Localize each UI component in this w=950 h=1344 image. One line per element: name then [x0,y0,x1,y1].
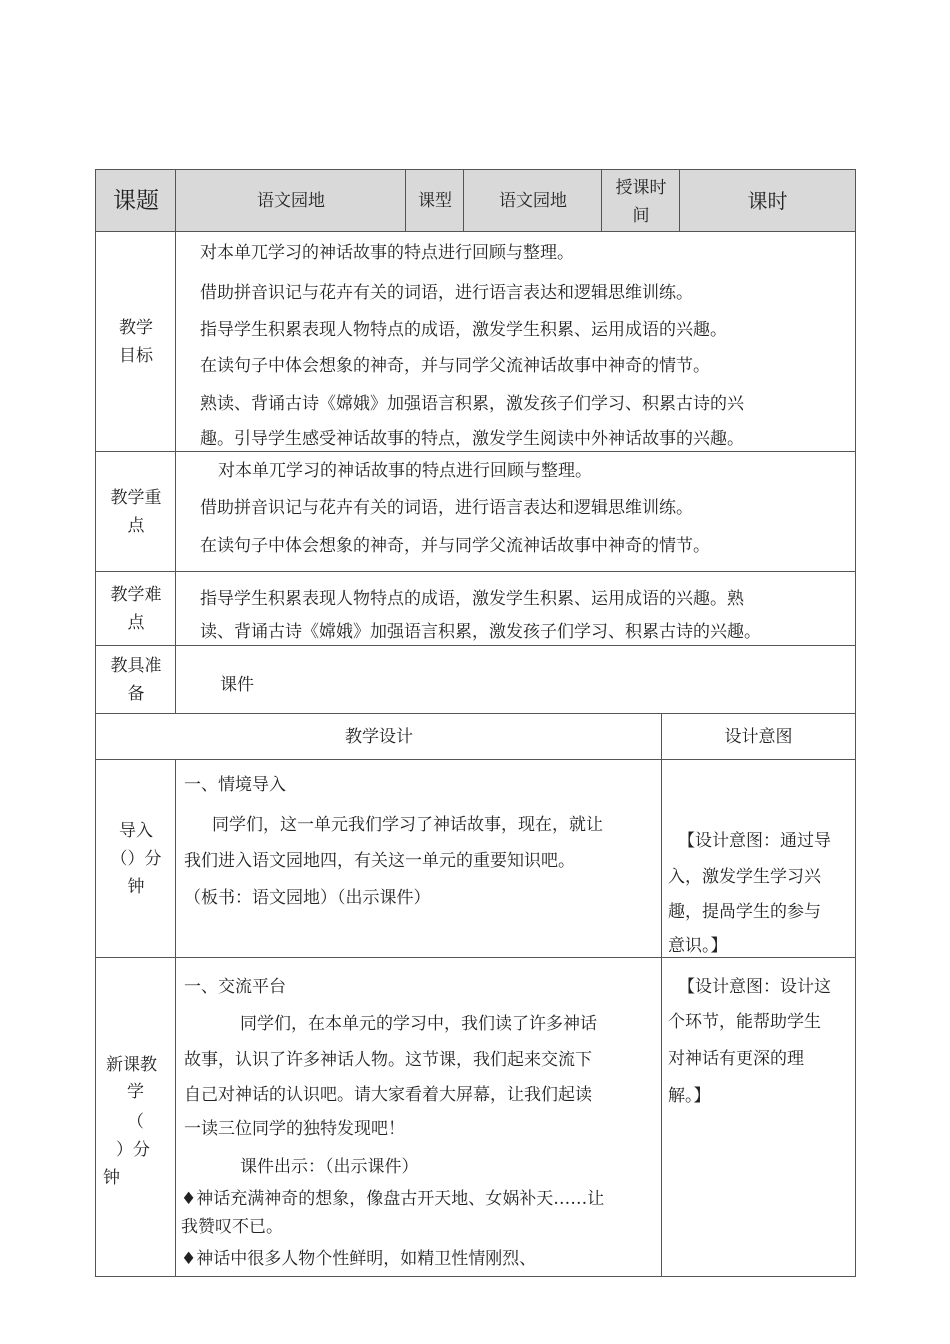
period-label: 课时 [747,189,788,213]
new-lesson-line: 一读三位同学的独特发现吧！ [184,1119,405,1139]
intro-line: （板书：语文园地）（出示课件） [184,888,431,908]
materials-label-line-1: 教具准 [110,656,162,676]
intro-line: 我们进入语文园地四，有关这一单元的重要知识吧。 [184,851,575,871]
intro-intent-line: 【设计意图：通过导 [678,831,831,851]
intro-intent-line: 入，激发学生学习兴 [668,867,821,887]
materials-label-line-2: 备 [127,684,145,704]
time-label-cell [602,170,680,232]
design-header-label: 教学设计 [345,727,413,747]
intent-header [662,714,855,760]
difficulty-line: 指导学生积累表现人物特点的成语，激发学生积累、运用成语的兴趣。熟 [200,589,744,609]
new-lesson-line: 故事，认识了许多神话人物。这节课，我们起来交流下 [184,1050,592,1070]
goal-line: 借助拼音识记与花卉有关的词语，进行语言表达和逻辑思维训练。 [200,283,693,303]
goal-line: 熟读、背诵古诗《嫦娥》加强语言积累，激发孩子们学习、积累古诗的兴 [200,394,744,414]
difficulties-label-line-1: 教学难 [110,585,162,605]
new-lesson-label-line-4: ）分 [116,1140,150,1160]
topic-label: 课题 [113,188,159,214]
new-lesson-intent-line: 【设计意图：设计这 [678,977,831,997]
intro-heading: 一、情境导入 [184,775,286,795]
key-points-label-line-2: 点 [127,516,145,536]
new-lesson-intent-line: 解。】 [668,1086,711,1106]
intro-intent-line: 趣，提咼学生的参与 [668,902,821,922]
difficulty-line: 读、背诵古诗《嫦娥》加强语言积累，激发孩子们学习、积累古诗的兴趣。 [200,622,761,642]
period-label-cell [680,170,855,232]
intent-header-label: 设计意图 [724,727,793,747]
time-label-line-2: 间 [632,206,650,226]
new-lesson-intent-line: 个环节，能帮助学生 [668,1012,821,1032]
intro-line: 同学们，这一单元我们学习了神话故事，现在，就让 [212,815,603,835]
key-points-label [96,452,176,572]
goals-label [96,232,176,452]
new-lesson-line: 课件出示：（出示课件） [240,1157,419,1177]
intro-label-line-3: 钟 [127,877,145,897]
new-lesson-label-line-3: （ [127,1112,144,1132]
new-lesson-label-line-2: 学 [127,1082,144,1102]
topic-label-cell [96,170,176,232]
design-header [96,714,662,760]
goal-line: 趣。引导学生感受神话故事的特点，激发学生阅读中外神话故事的兴趣。 [200,429,744,449]
intro-label [96,760,176,958]
new-lesson-line: ♦神话充满神奇的想象，像盘古开天地、女娲补天……让 [181,1189,605,1209]
new-lesson-heading: 一、交流平台 [184,977,286,997]
difficulties-label [96,572,176,646]
type-label-cell [406,170,464,232]
key-points-label-line-1: 教学重 [110,488,162,508]
type-label: 课型 [418,191,452,211]
intro-label-line-2: （）分 [110,849,162,869]
topic-value: 语文园地 [257,191,325,211]
new-lesson-intent-line: 对神话有更深的理 [668,1049,804,1069]
goals-label-line-2: 目标 [119,346,153,366]
goals-label-line-1: 教学 [119,318,153,338]
key-point-line: 对本单兀学习的神话故事的特点进行回顾与整理。 [218,461,592,481]
key-point-line: 借助拼音识记与花卉有关的词语，进行语言表达和逻辑思维训练。 [200,498,693,518]
new-lesson-line: ♦神话中很多人物个性鲜明，如精卫性情刚烈、 [181,1249,537,1269]
materials-value: 课件 [220,675,254,695]
new-lesson-line: 自己对神话的认识吧。请大家看着大屏幕，让我们起读 [184,1085,592,1105]
intro-intent-line: 意识。】 [668,936,728,956]
topic-value-cell [176,170,406,232]
materials-label [96,646,176,714]
new-lesson-line: 我赞叹不已。 [181,1217,283,1237]
time-label-line-1: 授课时 [615,178,667,198]
difficulties-label-line-2: 点 [127,613,145,633]
new-lesson-label-line-5: 钟 [103,1168,120,1188]
new-lesson-line: 同学们，在本单元的学习中，我们读了许多神话 [240,1014,597,1034]
goal-line: 指导学生积累表现人物特点的成语，激发学生积累、运用成语的兴趣。 [200,320,727,340]
key-point-line: 在读句子中体会想象的神奇，并与同学父流神话故事中神奇的情节。 [200,536,710,556]
type-value: 语文园地 [499,191,567,211]
intro-label-line-1: 导入 [119,821,153,841]
goal-line: 在读句子中体会想象的神奇，并与同学父流神话故事中神奇的情节。 [200,356,710,376]
goal-line: 对本单兀学习的神话故事的特点进行回顾与整理。 [200,243,574,263]
type-value-cell [464,170,602,232]
new-lesson-label-line-1: 新课教 [106,1055,157,1075]
